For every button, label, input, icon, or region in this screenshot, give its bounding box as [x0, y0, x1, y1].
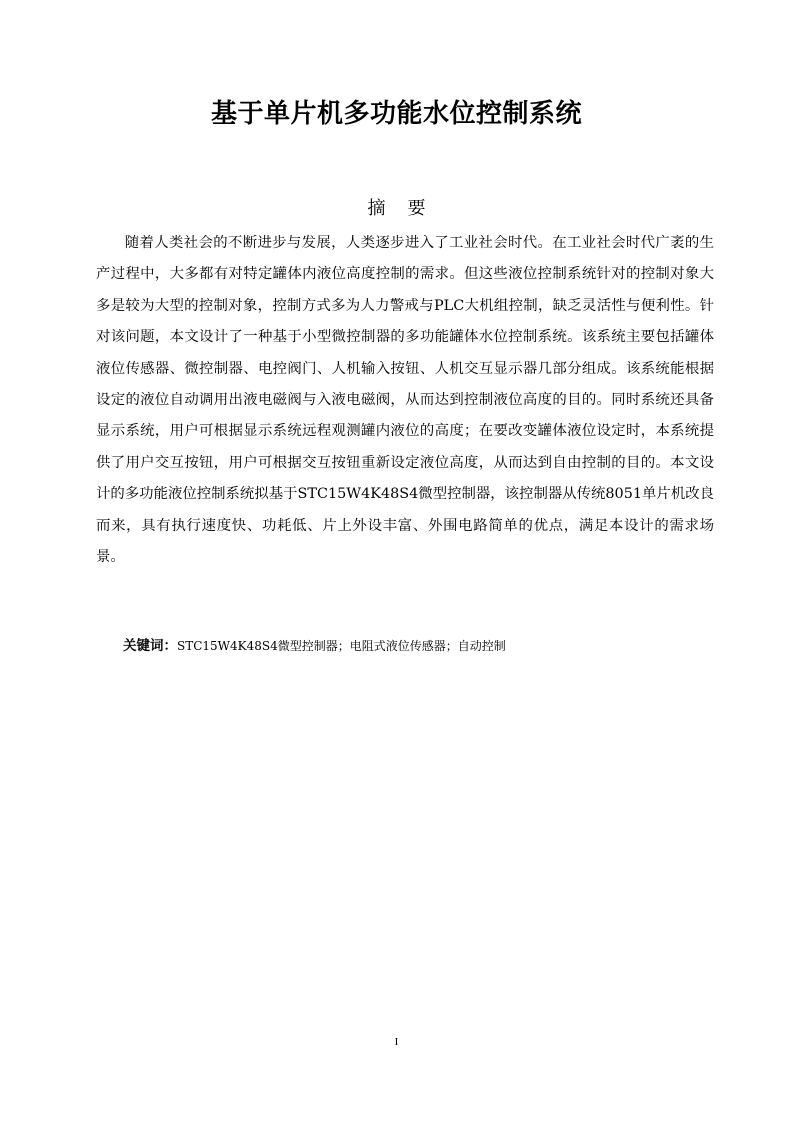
abstract-body: 随着人类社会的不断进步与发展，人类逐步进入了工业社会时代。在工业社会时代广袤的生产过程中，大多都有对特定罐体内液位高度控制的需求。但这些液位控制系统针对的控制对象大多是较为大型的控制对象，控制方式多为人力警戒与PLC大机组控制，缺乏灵活性与便利性。针对该问题，本文设计了一种基于小型微控制器的多功能罐体水位控制系统。该系统主要包括罐体液位传感器、微控制器、电控阀门、人机输入按钮、人机交互显示器几部分组成。该系统能根据设定的液位自动调用出液电磁阀与入液电磁阀，从而达到控制液位高度的目的。同时系统还具备显示系统，用户可根据显示系统远程观测罐内液位的高度；在要改变罐体液位设定时，本系统提供了用户交互按钮，用户可根据交互按钮重新设定液位高度，从而达到自由控制的目的。本文设计的多功能液位控制系统拟基于STC15W4K48S4微型控制器，该控制器从传统8051单片机改良而来，具有执行速度快、功耗低、片上外设丰富、外围电路简单的优点，满足本设计的需求场景。	[96, 235, 714, 566]
abstract-heading-char-1: 摘	[367, 198, 386, 219]
abstract-heading	[0, 196, 793, 222]
abstract-heading-char-2: 要	[407, 198, 426, 219]
keywords-label: 关键词：	[123, 638, 177, 654]
document-title: 基于单片机多功能水位控制系统	[210, 99, 582, 129]
keywords-text: STC15W4K48S4微型控制器；电阻式液位传感器；自动控制	[177, 639, 506, 653]
keywords-line	[123, 634, 683, 658]
page-number: I	[394, 1036, 399, 1048]
